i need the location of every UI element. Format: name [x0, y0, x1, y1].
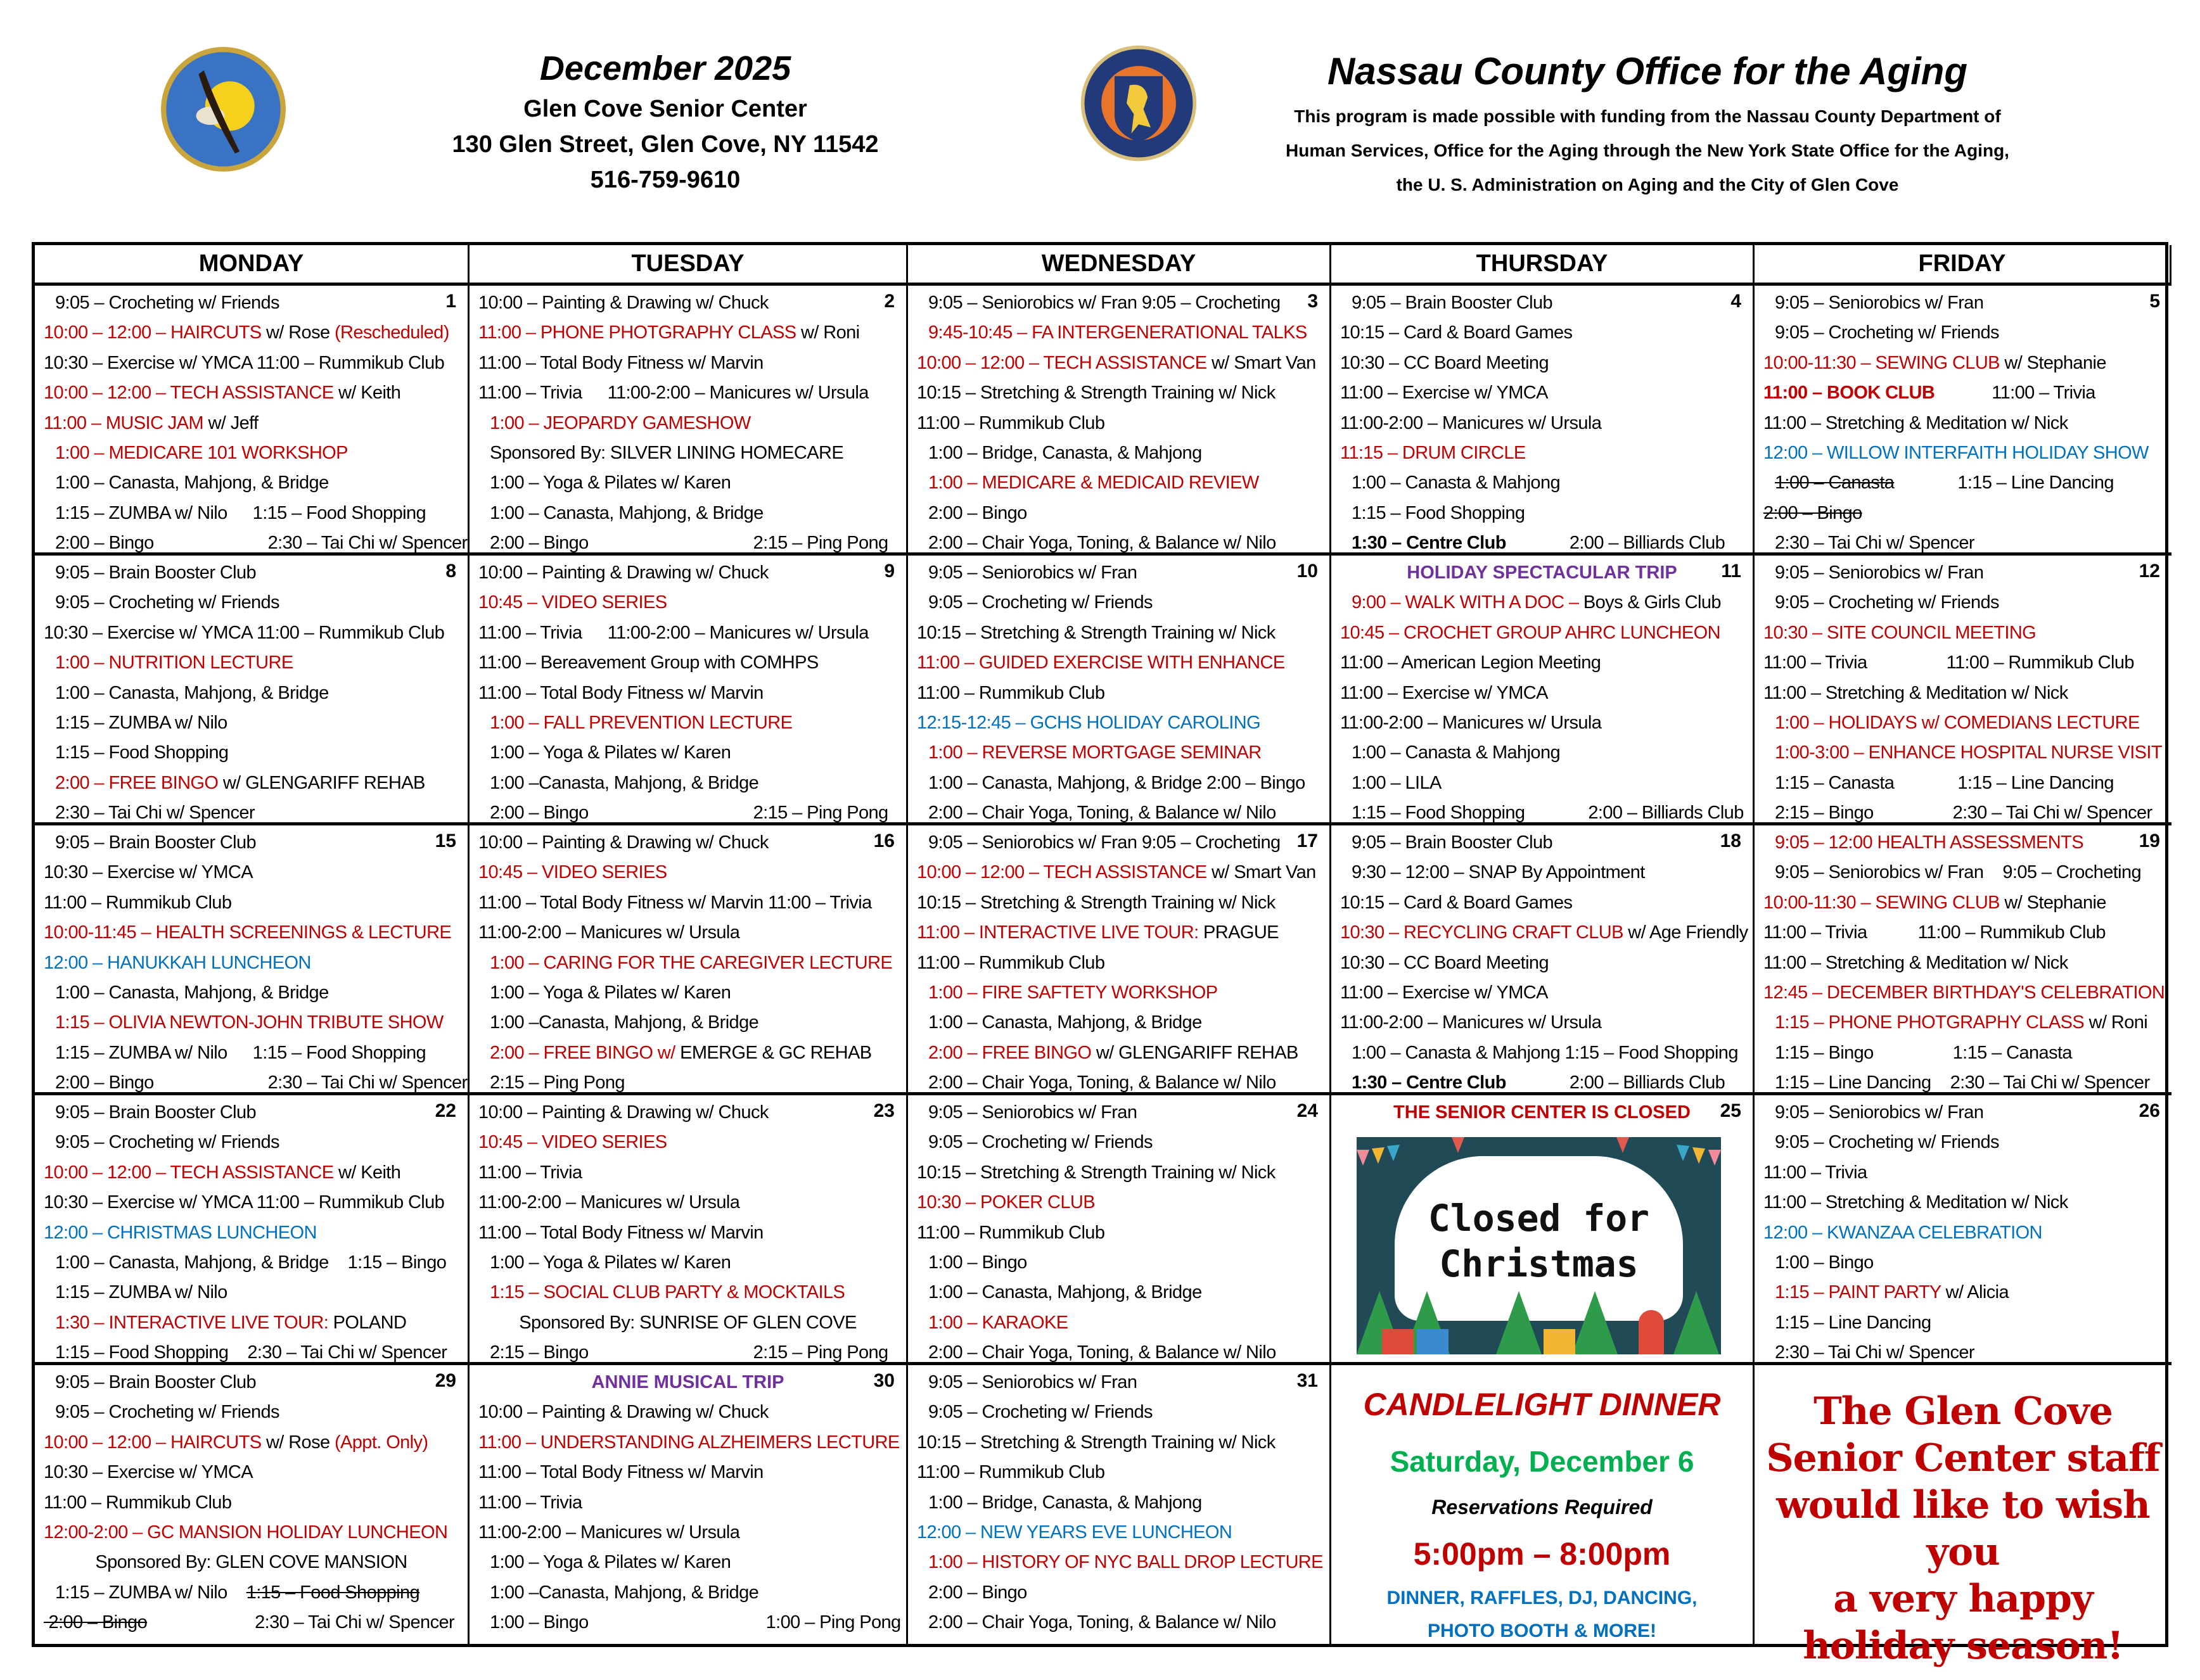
- event: 1:30 – INTERACTIVE LIVE TOUR: POLAND: [55, 1312, 407, 1333]
- event: 1:00 – Canasta 1:15 – Line Dancing: [1775, 473, 2114, 493]
- event: 9:05 – Crocheting w/ Friends: [928, 1402, 1153, 1423]
- event: 11:00 – PHONE PHOTGRAPHY CLASS w/ Roni: [478, 322, 860, 343]
- nassau-county-seal-icon: [1078, 43, 1199, 163]
- event: 10:15 – Stretching & Strength Training w/ Nick: [917, 892, 1276, 913]
- event: 10:00-11:30 – SEWING CLUB w/ Stephanie: [1763, 892, 2106, 913]
- event: 1:00 – Bingo: [928, 1252, 1027, 1273]
- glen-cove-seal-icon: [158, 44, 288, 174]
- event: 9:05 – Seniorobics w/ Fran 9:05 – Crocheting: [928, 832, 1281, 853]
- event: 2:00 – Chair Yoga, Toning, & Balance w/ Nilo: [928, 1072, 1276, 1093]
- day-number: 12: [2139, 561, 2160, 582]
- event: 12:00 – KWANZAA CELEBRATION: [1763, 1222, 2042, 1243]
- event: 10:45 – VIDEO SERIES: [478, 592, 667, 613]
- event: 9:05 – Crocheting w/ Friends: [55, 592, 279, 613]
- event: 1:15 – ZUMBA w/ Nilo 1:15 – Food Shopping: [55, 502, 426, 523]
- event: 9:05 – Seniorobics w/ Fran: [928, 563, 1137, 583]
- event: 1:00 – Canasta, Mahjong, & Bridge: [928, 1282, 1202, 1303]
- wish-line: Senior Center staff: [1766, 1436, 2160, 1480]
- event: 11:00 – Stretching & Meditation w/ Nick: [1763, 1192, 2068, 1213]
- wish-line: holiday season!: [1803, 1624, 2123, 1668]
- event: 1:15 – Line Dancing: [1775, 1312, 1931, 1333]
- day-cell-24: [908, 1095, 1331, 1365]
- event: 12:00 – CHRISTMAS LUNCHEON: [44, 1222, 317, 1243]
- day-cell-12: [1755, 556, 2171, 825]
- holiday-wish: [1755, 1365, 2171, 1668]
- event: 11:00-2:00 – Manicures w/ Ursula: [1340, 412, 1602, 433]
- day-number: 18: [1720, 830, 1741, 851]
- day-number: 23: [873, 1100, 895, 1121]
- event: 10:00 – 12:00 – TECH ASSISTANCE w/ Keith: [44, 1162, 401, 1183]
- event: 11:00 – Total Body Fitness w/ Marvin: [478, 1222, 764, 1243]
- funding-line: This program is made possible with funding from the Nassau County Department of: [1294, 106, 2001, 126]
- event: 1:00 – FALL PREVENTION LECTURE: [490, 713, 793, 734]
- day-cell-25: [1331, 1095, 1755, 1365]
- event: 2:00 – Bingo 2:15 – Ping Pong: [490, 803, 888, 824]
- event: 11:00 – Rummikub Club: [44, 1492, 232, 1513]
- day-number: 15: [435, 830, 456, 851]
- event: 1:00 – Canasta, Mahjong, & Bridge: [928, 1012, 1202, 1033]
- funding-info: [1204, 46, 2091, 200]
- closed-notice: THE SENIOR CENTER IS CLOSED: [1393, 1102, 1691, 1123]
- event: 11:00 – Bereavement Group with COMHPS: [478, 652, 819, 673]
- event: 10:30 – Exercise w/ YMCA 11:00 – Rummikub Club: [44, 352, 445, 373]
- event: 2:15 – Bingo 2:30 – Tai Chi w/ Spencer: [1775, 803, 2152, 824]
- event: 11:00 – BOOK CLUB 11:00 – Trivia: [1763, 383, 2095, 404]
- event: 9:05 – Seniorobics w/ Fran: [928, 1372, 1137, 1392]
- event: 9:05 – Seniorobics w/ Fran: [1775, 563, 1984, 583]
- event: 11:00 – Total Body Fitness w/ Marvin: [478, 682, 764, 703]
- event: 2:00 – Chair Yoga, Toning, & Balance w/ Nilo: [928, 1342, 1276, 1363]
- day-number: 4: [1730, 291, 1741, 312]
- event: 1:00 – Canasta & Mahjong 1:15 – Food Shopping: [1352, 1042, 1738, 1063]
- event: 1:00 – Canasta, Mahjong, & Bridge 2:00 – Bingo: [928, 772, 1305, 793]
- event: 9:05 – Crocheting w/ Friends: [1775, 322, 1999, 343]
- day-cell-19: [1755, 825, 2171, 1095]
- event: 12:00-2:00 – GC MANSION HOLIDAY LUNCHEON: [44, 1522, 448, 1543]
- event: 11:00 – Total Body Fitness w/ Marvin 11:00 – Trivia: [478, 892, 872, 913]
- event: 9:05 – Seniorobics w/ Fran: [1775, 1102, 1984, 1123]
- dinner-note: Reservations Required: [1431, 1496, 1653, 1518]
- event: 10:30 – Exercise w/ YMCA: [44, 862, 253, 883]
- event: 11:00 – Trivia 11:00-2:00 – Manicures w/ Ursula: [478, 622, 869, 643]
- event: 11:00-2:00 – Manicures w/ Ursula: [1340, 713, 1602, 734]
- event: 2:00 – Bingo 2:30 – Tai Chi w/ Spencer: [44, 1612, 455, 1633]
- day-number: 25: [1720, 1100, 1741, 1121]
- day-cell-11: [1331, 556, 1755, 825]
- event: 1:00 – Bingo 1:00 – Ping Pong: [490, 1612, 901, 1633]
- event: 1:15 – Food Shopping: [55, 742, 229, 763]
- day-cell-30: [470, 1365, 908, 1644]
- event: 10:30 – SITE COUNCIL MEETING: [1763, 622, 2037, 643]
- event: 1:15 – ZUMBA w/ Nilo 1:15 – Food Shopping: [55, 1582, 420, 1603]
- event: 10:15 – Stretching & Strength Training w/ Nick: [917, 1432, 1276, 1453]
- event: 1:00 – Canasta, Mahjong, & Bridge 1:15 – Bingo: [55, 1252, 447, 1273]
- event: 10:00 – Painting & Drawing w/ Chuck: [478, 832, 769, 853]
- trip-banner: HOLIDAY SPECTACULAR TRIP: [1407, 563, 1677, 583]
- event: 1:00 – Yoga & Pilates w/ Karen: [490, 742, 731, 763]
- event: 9:05 – Crocheting w/ Friends: [55, 1132, 279, 1153]
- day-number: 29: [435, 1370, 456, 1391]
- event: 1:00-3:00 – ENHANCE HOSPITAL NURSE VISIT: [1775, 742, 2162, 763]
- day-cell-29: [35, 1365, 470, 1644]
- event: 10:45 – VIDEO SERIES: [478, 1132, 667, 1153]
- event: 11:00-2:00 – Manicures w/ Ursula: [1340, 1012, 1602, 1033]
- day-cell-1: [35, 286, 470, 556]
- day-number: 22: [435, 1100, 456, 1121]
- event: 9:05 – Seniorobics w/ Fran 9:05 – Crocheting: [928, 293, 1281, 313]
- event: 11:00 – INTERACTIVE LIVE TOUR: PRAGUE: [917, 922, 1279, 943]
- event: 10:00 – 12:00 – HAIRCUTS w/ Rose (Appt. Only): [44, 1432, 428, 1453]
- event: 11:00 – MUSIC JAM w/ Jeff: [44, 412, 259, 433]
- day-number: 3: [1307, 291, 1318, 312]
- event: 12:00 – NEW YEARS EVE LUNCHEON: [917, 1522, 1232, 1543]
- gift-icon: [1417, 1329, 1449, 1354]
- event: 9:05 – Seniorobics w/ Fran: [928, 1102, 1137, 1123]
- event: 11:00 – Exercise w/ YMCA: [1340, 383, 1548, 404]
- event: 11:00 – Stretching & Meditation w/ Nick: [1763, 682, 2068, 703]
- event: 10:15 – Card & Board Games: [1340, 322, 1573, 343]
- trip-banner: ANNIE MUSICAL TRIP: [591, 1372, 784, 1392]
- day-number: 11: [1721, 561, 1741, 582]
- event: 1:00 – Yoga & Pilates w/ Karen: [490, 1252, 731, 1273]
- event: 2:30 – Tai Chi w/ Spencer: [1775, 533, 1974, 554]
- event: 9:05 – Brain Booster Club: [55, 563, 257, 583]
- event: 1:00 – REVERSE MORTGAGE SEMINAR: [928, 742, 1262, 763]
- event: 10:00 – 12:00 – TECH ASSISTANCE w/ Smart Van: [917, 352, 1316, 373]
- event: 1:00 – Yoga & Pilates w/ Karen: [490, 983, 731, 1003]
- event: 1:30 – Centre Club 2:00 – Billiards Club: [1352, 533, 1725, 554]
- candlelight-dinner-promo: [1331, 1365, 1755, 1644]
- event: 1:15 – ZUMBA w/ Nilo: [55, 713, 227, 734]
- day-cell-18: [1331, 825, 1755, 1095]
- event: 9:30 – 12:00 – SNAP By Appointment: [1352, 862, 1645, 883]
- event: 10:45 – VIDEO SERIES: [478, 862, 667, 883]
- center-name: Glen Cove Senior Center: [523, 96, 807, 122]
- event: 2:30 – Tai Chi w/ Spencer: [1775, 1342, 1974, 1363]
- day-cell-4: [1331, 286, 1755, 556]
- event: 1:00 – Yoga & Pilates w/ Karen: [490, 473, 731, 493]
- event: 11:00 – Rummikub Club: [44, 892, 232, 913]
- event: 10:15 – Card & Board Games: [1340, 892, 1573, 913]
- event: 11:00 – Trivia: [1763, 1162, 1867, 1183]
- event: 2:00 – FREE BINGO w/ EMERGE & GC REHAB: [490, 1042, 872, 1063]
- event: 2:00 – Chair Yoga, Toning, & Balance w/ Nilo: [928, 533, 1276, 554]
- event: 10:00-11:45 – HEALTH SCREENINGS & LECTURE: [44, 922, 452, 943]
- event: 10:30 – POKER CLUB: [917, 1192, 1095, 1213]
- christmas-tree-icon: [1673, 1291, 1719, 1354]
- event: 10:00 – Painting & Drawing w/ Chuck: [478, 1402, 769, 1423]
- closed-for-christmas-image: [1357, 1137, 1721, 1354]
- event: 1:00 – Canasta, Mahjong, & Bridge: [55, 473, 329, 493]
- event: 9:45-10:45 – FA INTERGENERATIONAL TALKS: [928, 322, 1307, 343]
- event: 10:00-11:30 – SEWING CLUB w/ Stephanie: [1763, 352, 2106, 373]
- event: 1:00 – Canasta & Mahjong: [1352, 473, 1560, 493]
- event: 1:00 – Canasta & Mahjong: [1352, 742, 1560, 763]
- day-number: 2: [884, 291, 895, 312]
- event: 9:00 – WALK WITH A DOC – Boys & Girls Club: [1352, 592, 1721, 613]
- event: 9:05 – Brain Booster Club: [55, 1102, 257, 1123]
- event: 11:00 – Total Body Fitness w/ Marvin: [478, 352, 764, 373]
- day-number: 5: [2149, 291, 2160, 312]
- event: 10:15 – Stretching & Strength Training w/ Nick: [917, 1162, 1276, 1183]
- santa-icon: [1639, 1310, 1664, 1354]
- gift-icon: [1382, 1329, 1414, 1354]
- event: 2:15 – Ping Pong: [490, 1072, 625, 1093]
- event: 11:00 – Trivia: [478, 1492, 582, 1513]
- event: 1:00 – KARAOKE: [928, 1312, 1068, 1333]
- event: 10:30 – CC Board Meeting: [1340, 352, 1549, 373]
- event: 10:00 – 12:00 – TECH ASSISTANCE w/ Smart Van: [917, 862, 1316, 883]
- event: 9:05 – Crocheting w/ Friends: [1775, 1132, 1999, 1153]
- event-cancelled: 2:00 – Bingo: [1763, 502, 1862, 523]
- day-cell-26: [1755, 1095, 2171, 1365]
- dinner-date: Saturday, December 6: [1390, 1445, 1694, 1478]
- event: 2:30 – Tai Chi w/ Spencer: [55, 803, 255, 824]
- event: 1:15 – Food Shopping: [1352, 502, 1525, 523]
- day-cell-17: [908, 825, 1331, 1095]
- day-cell-5: [1755, 286, 2171, 556]
- event: 2:00 – Bingo 2:30 – Tai Chi w/ Spencer: [55, 1072, 468, 1093]
- event: 1:00 – JEOPARDY GAMESHOW: [490, 412, 751, 433]
- wish-line: would like to wish you: [1776, 1483, 2150, 1574]
- event: 1:00 – Bridge, Canasta, & Mahjong: [928, 443, 1202, 464]
- gift-icon: [1544, 1329, 1575, 1354]
- event: 9:05 – Crocheting w/ Friends: [928, 1132, 1153, 1153]
- event: 1:00 – NUTRITION LECTURE: [55, 652, 293, 673]
- event: 1:00 – Canasta, Mahjong, & Bridge: [55, 682, 329, 703]
- day-cell-10: [908, 556, 1331, 825]
- day-number: 24: [1296, 1100, 1318, 1121]
- event: 11:00 – GUIDED EXERCISE WITH ENHANCE: [917, 652, 1285, 673]
- calendar-grid: [32, 242, 2168, 1668]
- event: 11:00 – Rummikub Club: [917, 1222, 1105, 1243]
- event: 2:00 – Bingo: [928, 502, 1027, 523]
- event: 2:00 – FREE BINGO w/ GLENGARIFF REHAB: [928, 1042, 1298, 1063]
- event: 10:00 – Painting & Drawing w/ Chuck: [478, 563, 769, 583]
- day-cell-22: [35, 1095, 470, 1365]
- day-number: 19: [2139, 830, 2160, 851]
- event: 10:15 – Stretching & Strength Training w/ Nick: [917, 622, 1276, 643]
- event: 9:05 – Brain Booster Club: [55, 1372, 257, 1392]
- day-number: 8: [445, 561, 456, 582]
- event: 1:00 – LILA: [1352, 772, 1442, 793]
- dinner-time: 5:00pm – 8:00pm: [1413, 1536, 1671, 1572]
- event: 9:05 – Crocheting w/ Friends: [928, 592, 1153, 613]
- dinner-details: DINNER, RAFFLES, DJ, DANCING,: [1386, 1588, 1698, 1608]
- event: 2:00 – Bingo 2:15 – Ping Pong: [490, 533, 888, 554]
- day-cell-9: [470, 556, 908, 825]
- event: 9:05 – Seniorobics w/ Fran 9:05 – Crocheting: [1775, 862, 2142, 883]
- event: 10:15 – Stretching & Strength Training w/ Nick: [917, 383, 1276, 404]
- event: 1:00 –Canasta, Mahjong, & Bridge: [490, 1582, 759, 1603]
- event: 1:15 – Food Shopping 2:30 – Tai Chi w/ Spencer: [55, 1342, 447, 1363]
- event: 9:05 – 12:00 HEALTH ASSESSMENTS: [1775, 832, 2083, 853]
- event: 12:00 – WILLOW INTERFAITH HOLIDAY SHOW: [1763, 443, 2149, 464]
- event: 11:00 – American Legion Meeting: [1340, 652, 1601, 673]
- event: 10:30 – Exercise w/ YMCA 11:00 – Rummikub Club: [44, 1192, 445, 1213]
- event: 10:00 – Painting & Drawing w/ Chuck: [478, 293, 769, 313]
- event: 2:00 – Chair Yoga, Toning, & Balance w/ Nilo: [928, 1612, 1276, 1633]
- center-info: [380, 46, 950, 198]
- event: 11:00 – Rummikub Club: [917, 682, 1105, 703]
- christmas-tree-icon: [1572, 1291, 1618, 1354]
- funding-line: Human Services, Office for the Aging through the New York State Office for the Aging,: [1286, 141, 2009, 160]
- event: 1:00 – CARING FOR THE CAREGIVER LECTURE: [490, 952, 893, 973]
- event: 11:00 – Exercise w/ YMCA: [1340, 983, 1548, 1003]
- event: 11:00 – Total Body Fitness w/ Marvin: [478, 1462, 764, 1483]
- event: 1:15 – Bingo 1:15 – Canasta: [1775, 1042, 2072, 1063]
- day-number: 17: [1296, 830, 1318, 851]
- event: 11:00-2:00 – Manicures w/ Ursula: [478, 1192, 740, 1213]
- weekday-header-tuesday: TUESDAY: [470, 245, 908, 286]
- day-number: 30: [873, 1370, 895, 1391]
- event: 1:15 – ZUMBA w/ Nilo 1:15 – Food Shopping: [55, 1042, 426, 1063]
- weekday-header-monday: MONDAY: [35, 245, 470, 286]
- event: 1:15 – Food Shopping 2:00 – Billiards Club: [1352, 803, 1744, 824]
- dinner-details: PHOTO BOOTH & MORE!: [1427, 1620, 1657, 1641]
- event: 11:00 – Trivia 11:00-2:00 – Manicures w/ Ursula: [478, 383, 869, 404]
- event: 1:15 – PAINT PARTY w/ Alicia: [1775, 1282, 2009, 1303]
- event: 11:00 – UNDERSTANDING ALZHEIMERS LECTURE: [478, 1432, 900, 1453]
- day-number: 10: [1296, 561, 1318, 582]
- center-phone: 516-759-9610: [590, 167, 741, 193]
- event: 1:00 – HOLIDAYS w/ COMEDIANS LECTURE: [1775, 713, 2140, 734]
- event: 1:00 – Canasta, Mahjong, & Bridge: [490, 502, 764, 523]
- event: 2:00 – FREE BINGO w/ GLENGARIFF REHAB: [55, 772, 425, 793]
- day-number: 9: [884, 561, 895, 582]
- day-cell-15: [35, 825, 470, 1095]
- event: 1:00 – FIRE SAFTETY WORKSHOP: [928, 983, 1218, 1003]
- wish-line: The Glen Cove: [1813, 1389, 2113, 1434]
- event: 1:15 – PHONE PHOTGRAPHY CLASS w/ Roni: [1775, 1012, 2148, 1033]
- event: 12:00 – HANUKKAH LUNCHEON: [44, 952, 311, 973]
- day-number: 26: [2139, 1100, 2160, 1121]
- day-cell-2: [470, 286, 908, 556]
- event: 1:15 – Line Dancing 2:30 – Tai Chi w/ Spencer: [1775, 1072, 2150, 1093]
- event: 10:00 – 12:00 – TECH ASSISTANCE w/ Keith: [44, 383, 401, 404]
- event: 10:30 – RECYCLING CRAFT CLUB w/ Age Friendly: [1340, 922, 1748, 943]
- event: 1:15 – Canasta 1:15 – Line Dancing: [1775, 772, 2114, 793]
- event: 9:05 – Brain Booster Club: [1352, 832, 1553, 853]
- day-cell-8: [35, 556, 470, 825]
- christmas-tree-icon: [1496, 1291, 1542, 1354]
- event: 2:00 – Bingo 2:30 – Tai Chi w/ Spencer: [55, 533, 468, 554]
- sponsor-note: Sponsored By: GLEN COVE MANSION: [95, 1552, 407, 1573]
- event: 10:30 – Exercise w/ YMCA 11:00 – Rummikub Club: [44, 622, 445, 643]
- weekday-header-friday: FRIDAY: [1755, 245, 2171, 286]
- event: 1:00 – HISTORY OF NYC BALL DROP LECTURE: [928, 1552, 1323, 1573]
- funding-line: the U. S. Administration on Aging and the City of Glen Cove: [1396, 175, 1899, 194]
- event: 1:15 – ZUMBA w/ Nilo: [55, 1282, 227, 1303]
- event: 11:00-2:00 – Manicures w/ Ursula: [478, 922, 740, 943]
- org-title: Nassau County Office for the Aging: [1327, 50, 1968, 92]
- event: 1:15 – SOCIAL CLUB PARTY & MOCKTAILS: [490, 1282, 845, 1303]
- event: 1:00 – MEDICARE & MEDICAID REVIEW: [928, 473, 1259, 493]
- event: 1:15 – OLIVIA NEWTON-JOHN TRIBUTE SHOW: [55, 1012, 444, 1033]
- event: 11:00 – Stretching & Meditation w/ Nick: [1763, 952, 2068, 973]
- event: 12:45 – DECEMBER BIRTHDAY'S CELEBRATION: [1763, 983, 2165, 1003]
- event: 1:00 –Canasta, Mahjong, & Bridge: [490, 1012, 759, 1033]
- weekday-header-wednesday: WEDNESDAY: [908, 245, 1331, 286]
- event: 1:00 – Yoga & Pilates w/ Karen: [490, 1552, 731, 1573]
- event: 11:00 – Stretching & Meditation w/ Nick: [1763, 412, 2068, 433]
- center-address: 130 Glen Street, Glen Cove, NY 11542: [452, 131, 879, 158]
- event: Sponsored By: SILVER LINING HOMECARE: [490, 443, 844, 464]
- event: 1:00 –Canasta, Mahjong, & Bridge: [490, 772, 759, 793]
- event: 11:00 – Rummikub Club: [917, 1462, 1105, 1483]
- event: 11:00 – Exercise w/ YMCA: [1340, 682, 1548, 703]
- event: 9:05 – Seniorobics w/ Fran: [1775, 293, 1984, 313]
- event: 1:00 – Bingo: [1775, 1252, 1874, 1273]
- event: 12:15-12:45 – GCHS HOLIDAY CAROLING: [917, 713, 1261, 734]
- event: 10:45 – CROCHET GROUP AHRC LUNCHEON: [1340, 622, 1720, 643]
- event: 1:00 – MEDICARE 101 WORKSHOP: [55, 443, 348, 464]
- event: 1:00 – Canasta, Mahjong, & Bridge: [55, 983, 329, 1003]
- event: 9:05 – Crocheting w/ Friends: [55, 1402, 279, 1423]
- day-number: 16: [873, 830, 895, 851]
- event: 10:30 – CC Board Meeting: [1340, 952, 1549, 973]
- day-cell-16: [470, 825, 908, 1095]
- closed-image-text: Closed for Christmas: [1428, 1197, 1650, 1285]
- weekday-header-thursday: THURSDAY: [1331, 245, 1755, 286]
- event: 10:00 – Painting & Drawing w/ Chuck: [478, 1102, 769, 1123]
- event: 1:00 – Bridge, Canasta, & Mahjong: [928, 1492, 1202, 1513]
- event: 11:00 – Rummikub Club: [917, 952, 1105, 973]
- event: 1:30 – Centre Club 2:00 – Billiards Club: [1352, 1072, 1725, 1093]
- day-number: 1: [445, 291, 456, 312]
- event: 11:00 – Trivia: [478, 1162, 582, 1183]
- event: 10:00 – 12:00 – HAIRCUTS w/ Rose (Rescheduled): [44, 322, 449, 343]
- month-title: December 2025: [539, 49, 791, 87]
- sponsor-note: Sponsored By: SUNRISE OF GLEN COVE: [519, 1312, 857, 1333]
- event: 2:00 – Bingo: [928, 1582, 1027, 1603]
- day-cell-31: [908, 1365, 1331, 1644]
- event: 11:00-2:00 – Manicures w/ Ursula: [478, 1522, 740, 1543]
- event: 11:00 – Trivia 11:00 – Rummikub Club: [1763, 652, 2134, 673]
- dinner-title: CANDLELIGHT DINNER: [1363, 1387, 1721, 1422]
- event: 9:05 – Brain Booster Club: [55, 832, 257, 853]
- event: 9:05 – Crocheting w/ Friends: [55, 293, 279, 313]
- event: 9:05 – Brain Booster Club: [1352, 293, 1553, 313]
- page-header: [0, 0, 2200, 241]
- day-cell-23: [470, 1095, 908, 1365]
- event: 11:15 – DRUM CIRCLE: [1340, 443, 1526, 464]
- day-cell-3: [908, 286, 1331, 556]
- event: 11:00 – Trivia 11:00 – Rummikub Club: [1763, 922, 2106, 943]
- day-number: 31: [1296, 1370, 1318, 1391]
- event: 9:05 – Crocheting w/ Friends: [1775, 592, 1999, 613]
- event: 2:00 – Chair Yoga, Toning, & Balance w/ Nilo: [928, 803, 1276, 824]
- event: 2:15 – Bingo 2:15 – Ping Pong: [490, 1342, 888, 1363]
- event: 11:00 – Rummikub Club: [917, 412, 1105, 433]
- event: 10:30 – Exercise w/ YMCA: [44, 1462, 253, 1483]
- wish-line: a very happy: [1833, 1577, 2093, 1621]
